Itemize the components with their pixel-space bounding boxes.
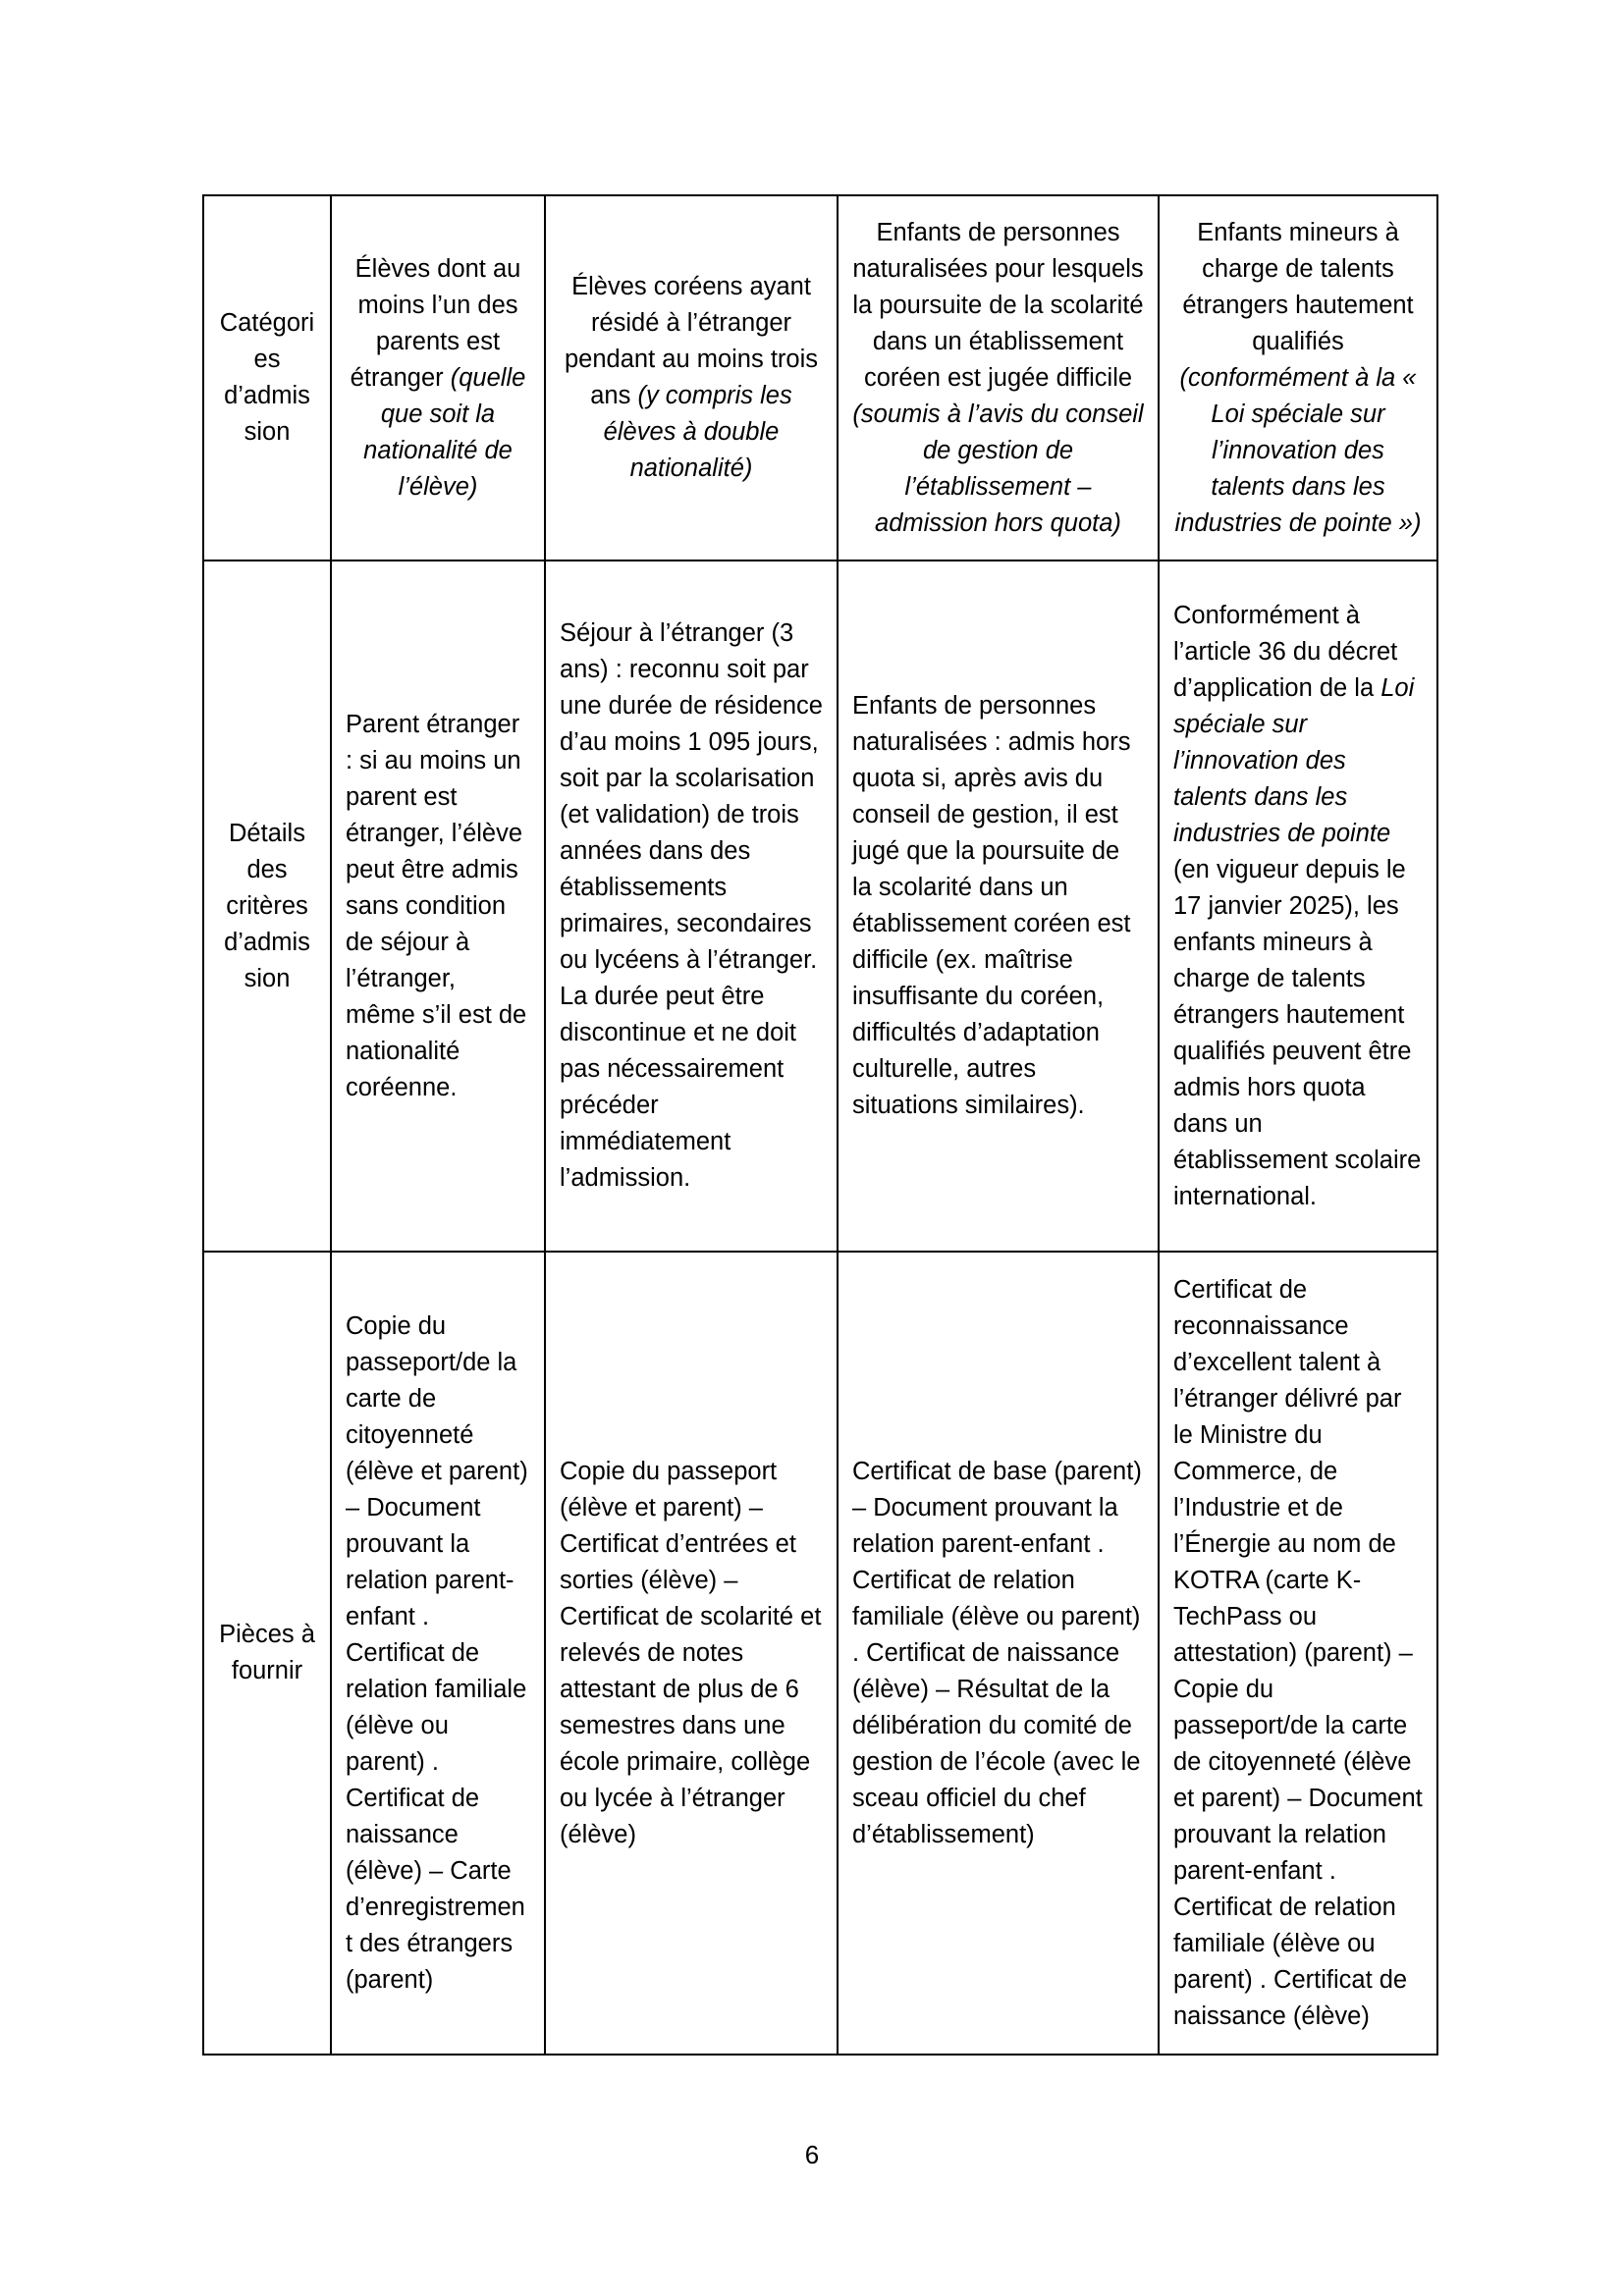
category-naturalized <box>838 195 1159 561</box>
cell-text: Parent étranger : si au moins un parent est étranger, l’élève peut être admis sans condition de séjour à l’étranger, même s’il est de nationalité coréenne. <box>346 710 527 1101</box>
cell-text: Séjour à l’étranger (3 ans) : reconnu soit par une durée de résidence d’au moins 1 095 jours, soit par la scolarisation (et validation) de trois années dans des établissements primaires, secondaires ou lycéens à l’étranger. La durée peut être discontinue et ne doit pas nécessairement précéder immédiatement l’admission. <box>560 619 823 1192</box>
category-note: (quelle que soit la nationalité de l’élève) <box>363 363 526 501</box>
category-note: (soumis à l’avis du conseil de gestion de l’établissement – admission hors quota) <box>852 400 1144 537</box>
admission-criteria-table <box>202 194 1438 2056</box>
law-title: Loi spéciale sur l’innovation des talents dans les industries de pointe <box>1173 673 1415 847</box>
category-note: (conformément à la « Loi spéciale sur l’innovation des talents dans les industries de pointe ») <box>1174 363 1422 537</box>
category-text: Élèves dont au moins l’un des parents est étranger <box>350 254 521 392</box>
row-label-categories <box>203 195 331 561</box>
row-label-criteria <box>203 561 331 1252</box>
page-number: 6 <box>804 2140 820 2169</box>
cell-text: Conformément à l’article 36 du décret d’application de la <box>1173 601 1398 702</box>
criteria-high-talent <box>1159 561 1437 1252</box>
category-text: Élèves coréens ayant résidé à l’étranger pendant au moins trois ans <box>565 273 818 409</box>
criteria-korean-abroad <box>545 561 838 1252</box>
table-row-categories <box>203 195 1437 561</box>
category-note: (y compris les élèves à double nationalité) <box>603 382 792 482</box>
criteria-foreign-parent <box>331 561 545 1252</box>
documents-korean-abroad <box>545 1252 838 2055</box>
category-text: Enfants mineurs à charge de talents étrangers hautement qualifiés <box>1182 218 1414 355</box>
cell-text: (en vigueur depuis le 17 janvier 2025), les enfants mineurs à charge de talents étrangers hautement qualifiés peuvent être admis hors quota dans un établissement scolaire international. <box>1173 855 1422 1210</box>
documents-high-talent <box>1159 1252 1437 2055</box>
documents-foreign-parent <box>331 1252 545 2055</box>
row-label-text: Catégories d’admission <box>219 309 315 446</box>
cell-text: Copie du passeport/de la carte de citoyenneté (élève et parent) – Document prouvant la relation parent-enfant . Certificat de relation familiale (élève ou parent) . Certificat de naissance (élève) – Carte d’enregistrement des étrangers (parent) <box>346 1311 528 1994</box>
criteria-naturalized <box>838 561 1159 1252</box>
category-korean-abroad <box>545 195 838 561</box>
table-row-documents <box>203 1252 1437 2055</box>
category-foreign-parent <box>331 195 545 561</box>
table-row-criteria <box>203 561 1437 1252</box>
cell-text: Certificat de base (parent) – Document prouvant la relation parent-enfant . Certificat de relation familiale (élève ou parent) . Certificat de naissance (élève) – Résultat de la délibération du comité de gestion de l’école (avec le sceau officiel du chef d’établissement) <box>852 1457 1142 1848</box>
cell-text: Copie du passeport (élève et parent) – Certificat d’entrées et sorties (élève) – Certificat de scolarité et relevés de notes attestant de plus de 6 semestres dans une école primaire, collège ou lycée à l’étranger (élève) <box>560 1457 822 1848</box>
row-label-text: Détails des critères d’admission <box>224 819 310 992</box>
cell-text: Certificat de reconnaissance d’excellent talent à l’étranger délivré par le Ministre du Commerce, de l’Industrie et de l’Énergie au nom de KOTRA (carte K-TechPass ou attestation) (parent) – Copie du passeport/de la carte de citoyenneté (élève et parent) – Document prouvant la relation parent-enfant . Certificat de relation familiale (élève ou parent) . Certificat de naissance (élève) <box>1173 1275 1423 2030</box>
cell-text: Enfants de personnes naturalisées : admis hors quota si, après avis du conseil de gestion, il est jugé que la poursuite de la scolarité dans un établissement coréen est difficile (ex. maîtrise insuffisante du coréen, difficultés d’adaptation culturelle, autres situations similaires). <box>852 692 1131 1119</box>
category-text: Enfants de personnes naturalisées pour lesquels la poursuite de la scolarité dans un établissement coréen est jugée difficile <box>852 218 1144 392</box>
category-high-talent <box>1159 195 1437 561</box>
documents-naturalized <box>838 1252 1159 2055</box>
row-label-documents <box>203 1252 331 2055</box>
row-label-text: Pièces à fournir <box>219 1621 315 1684</box>
